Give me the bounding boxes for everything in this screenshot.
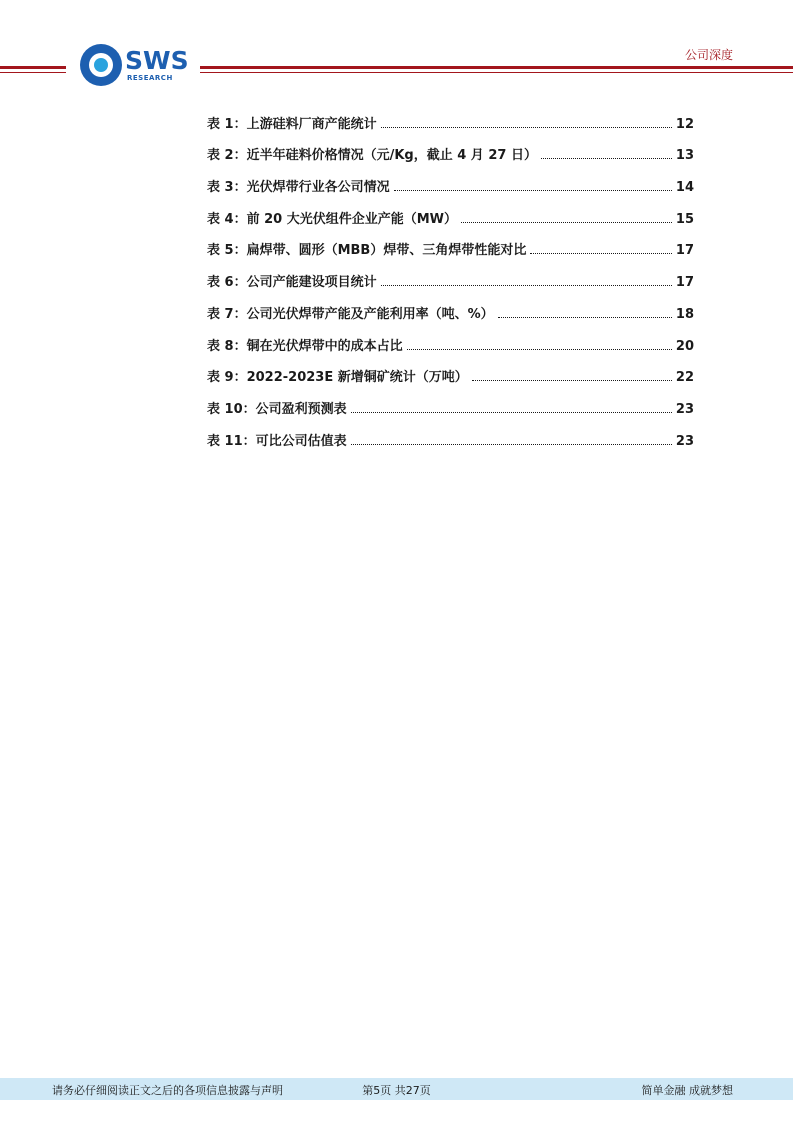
toc-label: 表 4：前 20 大光伏组件企业产能（MW） <box>207 211 457 227</box>
toc-label: 表 3：光伏焊带行业各公司情况 <box>207 180 390 196</box>
toc-leader-dots <box>541 158 672 159</box>
sws-logo <box>80 44 190 86</box>
page-number: 第5页 共27页 <box>362 1084 431 1097</box>
toc-page-number: 17 <box>675 275 694 291</box>
toc-row[interactable] <box>207 417 694 449</box>
toc-leader-dots <box>394 190 672 191</box>
header-rule-left <box>0 66 66 69</box>
toc-row[interactable] <box>207 100 694 132</box>
toc-page-number: 13 <box>675 148 694 164</box>
logo-subtext: RESEARCH <box>127 74 173 82</box>
toc-leader-dots <box>498 317 672 318</box>
toc-label: 表 11：可比公司估值表 <box>207 433 347 449</box>
toc-leader-dots <box>461 222 672 223</box>
header-rule-left-thin <box>0 72 66 73</box>
toc-page-number: 12 <box>675 116 694 132</box>
toc-leader-dots <box>351 444 672 445</box>
toc-row[interactable] <box>207 385 694 417</box>
logo-emblem-icon <box>80 44 122 86</box>
toc-row[interactable] <box>207 195 694 227</box>
toc-label: 表 8：铜在光伏焊带中的成本占比 <box>207 338 403 354</box>
toc-page-number: 22 <box>675 370 694 386</box>
toc-row[interactable] <box>207 227 694 259</box>
toc-row[interactable] <box>207 290 694 322</box>
logo-text: SWS <box>125 46 189 75</box>
toc-leader-dots <box>472 380 672 381</box>
toc-row[interactable] <box>207 258 694 290</box>
toc-label: 表 7：公司光伏焊带产能及产能利用率（吨、%） <box>207 306 494 322</box>
toc-leader-dots <box>407 349 672 350</box>
company-slogan: 简单金融 成就梦想 <box>641 1084 733 1097</box>
toc-label: 表 6：公司产能建设项目统计 <box>207 275 377 291</box>
toc-label: 表 5：扁焊带、圆形（MBB）焊带、三角焊带性能对比 <box>207 243 527 259</box>
header-rule-right <box>200 66 793 69</box>
toc-row[interactable] <box>207 322 694 354</box>
page-header <box>0 0 793 90</box>
toc-leader-dots <box>530 253 672 254</box>
toc-page-number: 17 <box>675 243 694 259</box>
toc-row[interactable] <box>207 163 694 195</box>
toc-label: 表 10：公司盈利预测表 <box>207 401 347 417</box>
page-footer <box>0 1078 793 1100</box>
toc-leader-dots <box>351 412 672 413</box>
toc-page-number: 23 <box>675 433 694 449</box>
header-rule-right-thin <box>200 72 793 73</box>
toc-page-number: 20 <box>675 338 694 354</box>
toc-label: 表 2：近半年硅料价格情况（元/Kg，截止 4 月 27 日） <box>207 148 537 164</box>
toc-row[interactable] <box>207 354 694 386</box>
toc-page-number: 14 <box>675 180 694 196</box>
toc-row[interactable] <box>207 132 694 164</box>
toc-page-number: 23 <box>675 401 694 417</box>
table-of-contents <box>207 100 694 449</box>
disclaimer-note: 请务必仔细阅读正文之后的各项信息披露与声明 <box>52 1084 283 1097</box>
report-type-tag: 公司深度 <box>684 48 733 62</box>
toc-leader-dots <box>381 127 672 128</box>
toc-leader-dots <box>381 285 672 286</box>
toc-label: 表 9：2022-2023E 新增铜矿统计（万吨） <box>207 370 468 386</box>
toc-page-number: 18 <box>675 306 694 322</box>
toc-page-number: 15 <box>675 211 694 227</box>
toc-label: 表 1：上游硅料厂商产能统计 <box>207 116 377 132</box>
